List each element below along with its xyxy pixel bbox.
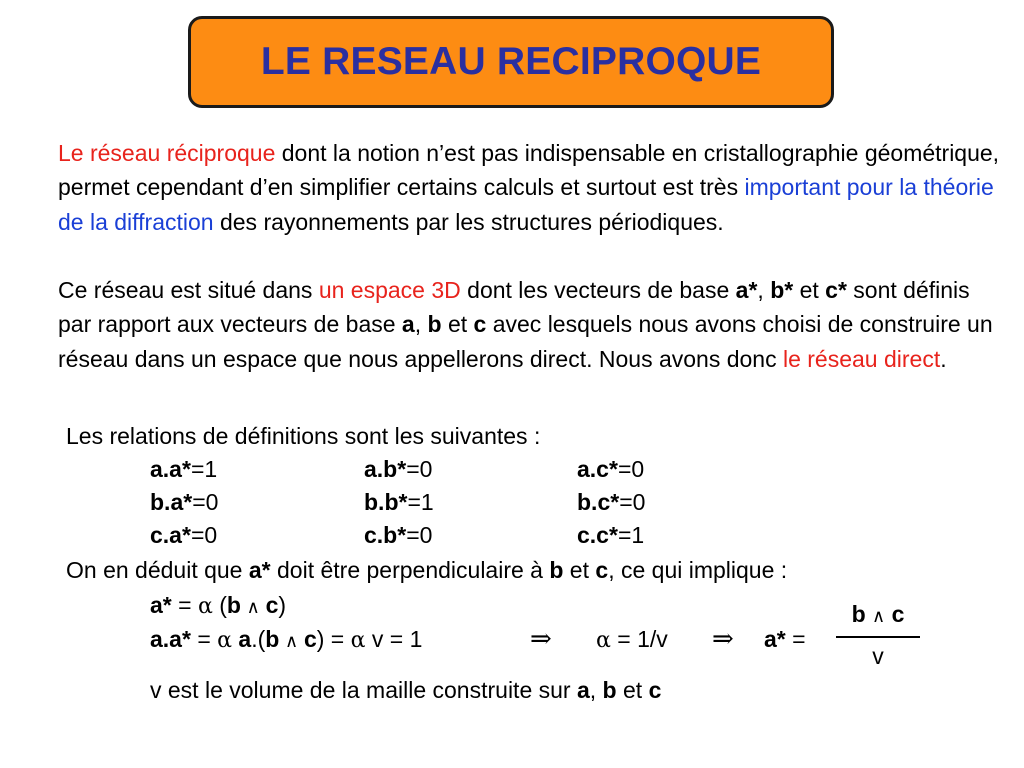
relation-ba	[150, 485, 218, 519]
relation-lhs: b.c*	[577, 489, 620, 515]
vector-a-star: a*	[735, 277, 758, 303]
a-star-final	[764, 622, 806, 656]
comma: ,	[414, 311, 428, 338]
comma: ,	[589, 677, 603, 703]
relation-rhs: =0	[190, 522, 218, 548]
relation-lhs: c.c*	[577, 522, 618, 548]
relation-aa	[150, 452, 217, 486]
alpha-symbol: α	[217, 628, 233, 653]
close-paren-equals: ) =	[316, 626, 351, 652]
diffraction-highlight: important pour la théorie de la diffraction	[58, 174, 994, 235]
space-paragraph	[58, 273, 1008, 376]
space-text-1: Ce réseau est situé dans	[58, 277, 319, 303]
dot-product-lhs: a.a*	[150, 626, 191, 652]
page-title: LE RESEAU RECIPROQUE	[260, 40, 762, 83]
vector-a: a	[232, 626, 252, 652]
reciprocal-lattice-term: Le réseau réciproque	[58, 140, 276, 166]
relation-rhs: =0	[406, 522, 433, 548]
vector-c: c	[648, 677, 662, 703]
vector-a: a	[401, 311, 415, 338]
space-text-2: dont les vecteurs de base	[460, 277, 736, 303]
equation-a-dot-a-star	[150, 622, 422, 659]
relation-lhs: b.b*	[364, 489, 408, 515]
relation-ca	[150, 518, 217, 552]
dot-paren: .(	[251, 626, 266, 652]
vector-b: b	[851, 601, 866, 627]
deduction-text-3: et	[563, 557, 596, 583]
equals-sign: =	[171, 592, 198, 618]
alpha-result	[596, 622, 668, 658]
deduction-text-2: doit être perpendiculaire à	[270, 557, 550, 583]
vector-c: c	[891, 601, 905, 627]
period: .	[940, 345, 947, 372]
space-text-3: et	[793, 277, 826, 303]
fraction-denominator: v	[872, 643, 884, 669]
relation-lhs: a.c*	[577, 456, 618, 482]
deduction-line	[66, 553, 787, 587]
vector-c: c	[303, 626, 317, 652]
volume-equation: v = 1	[365, 626, 423, 652]
cross-product-symbol: ∧	[240, 597, 266, 618]
volume-note	[150, 673, 661, 707]
volume-text-and: et	[616, 677, 649, 703]
relation-cb	[364, 518, 432, 552]
vector-b: b	[265, 626, 280, 652]
implies-icon: ⇒	[712, 624, 734, 654]
alpha-symbol: α	[596, 628, 611, 653]
relation-lhs: a.a*	[150, 456, 191, 482]
relation-bc	[577, 485, 645, 519]
relation-rhs: =1	[407, 489, 434, 515]
implies-icon: ⇒	[530, 624, 552, 654]
fraction-numerator	[836, 598, 920, 633]
intro-text: dont la notion n’est pas indispensable en cristallographie géométrique, permet cependant d’en simplifier certains calculs et surtout est très	[58, 140, 1000, 201]
vector-c-star: c*	[825, 277, 847, 303]
relation-lhs: a.b*	[364, 456, 407, 482]
vector-b-star: b*	[770, 277, 794, 303]
close-paren: )	[278, 592, 287, 618]
vector-c: c	[595, 557, 609, 583]
intro-paragraph	[58, 136, 1008, 239]
relation-rhs: =0	[406, 456, 433, 482]
comma: ,	[757, 277, 771, 303]
vector-a: a	[576, 677, 590, 703]
relation-bb	[364, 485, 434, 519]
relation-rhs: =0	[619, 489, 646, 515]
vector-b: b	[427, 311, 442, 338]
space-text-5: et	[441, 311, 474, 338]
relation-rhs: =1	[190, 456, 218, 482]
vector-b: b	[226, 592, 241, 618]
relation-cc	[577, 518, 644, 552]
equals-sign: =	[190, 626, 218, 652]
open-paren: (	[212, 592, 227, 618]
space-3d-term: un espace 3D	[318, 277, 461, 303]
cross-product-symbol: ∧	[872, 606, 886, 627]
equation-a-star	[150, 588, 286, 625]
volume-text: v est le volume de la maille construite sur	[150, 677, 577, 703]
deduction-text-1: On en déduit que	[66, 557, 249, 583]
relation-lhs: b.a*	[150, 489, 193, 515]
relation-lhs: c.a*	[150, 522, 191, 548]
space-text-4: sont définis par rapport aux vecteurs de base	[58, 277, 970, 338]
vector-c: c	[265, 592, 279, 618]
deduction-text-4: , ce qui implique :	[608, 557, 788, 583]
vector-c: c	[473, 311, 487, 338]
space-text-6: avec lesquels nous avons choisi de construire un réseau dans un espace que nous appellerons direct. Nous avons donc	[58, 311, 993, 372]
relations-intro: Les relations de définitions sont les suivantes :	[66, 423, 541, 449]
fraction-bar	[836, 636, 920, 638]
a-star-fraction	[836, 598, 920, 670]
relation-rhs: =0	[617, 456, 645, 482]
vector-a-star: a*	[764, 626, 786, 652]
title-banner	[188, 16, 834, 108]
direct-lattice-term: le réseau direct	[782, 345, 941, 372]
intro-end: des rayonnements par les structures périodiques.	[213, 208, 724, 235]
cross-product-symbol: ∧	[279, 631, 304, 652]
relation-ac	[577, 452, 644, 486]
relation-ab	[364, 452, 432, 486]
alpha-symbol: α	[197, 594, 213, 619]
vector-a-star: a*	[248, 557, 271, 583]
relation-lhs: c.b*	[364, 522, 407, 548]
alpha-symbol: α	[350, 628, 366, 653]
vector-a-star: a*	[150, 592, 172, 618]
vector-b: b	[602, 677, 617, 703]
relation-rhs: =0	[192, 489, 219, 515]
alpha-value: = 1/v	[610, 626, 668, 652]
vector-b: b	[549, 557, 564, 583]
relation-rhs: =1	[617, 522, 645, 548]
equals-sign: =	[785, 626, 806, 652]
